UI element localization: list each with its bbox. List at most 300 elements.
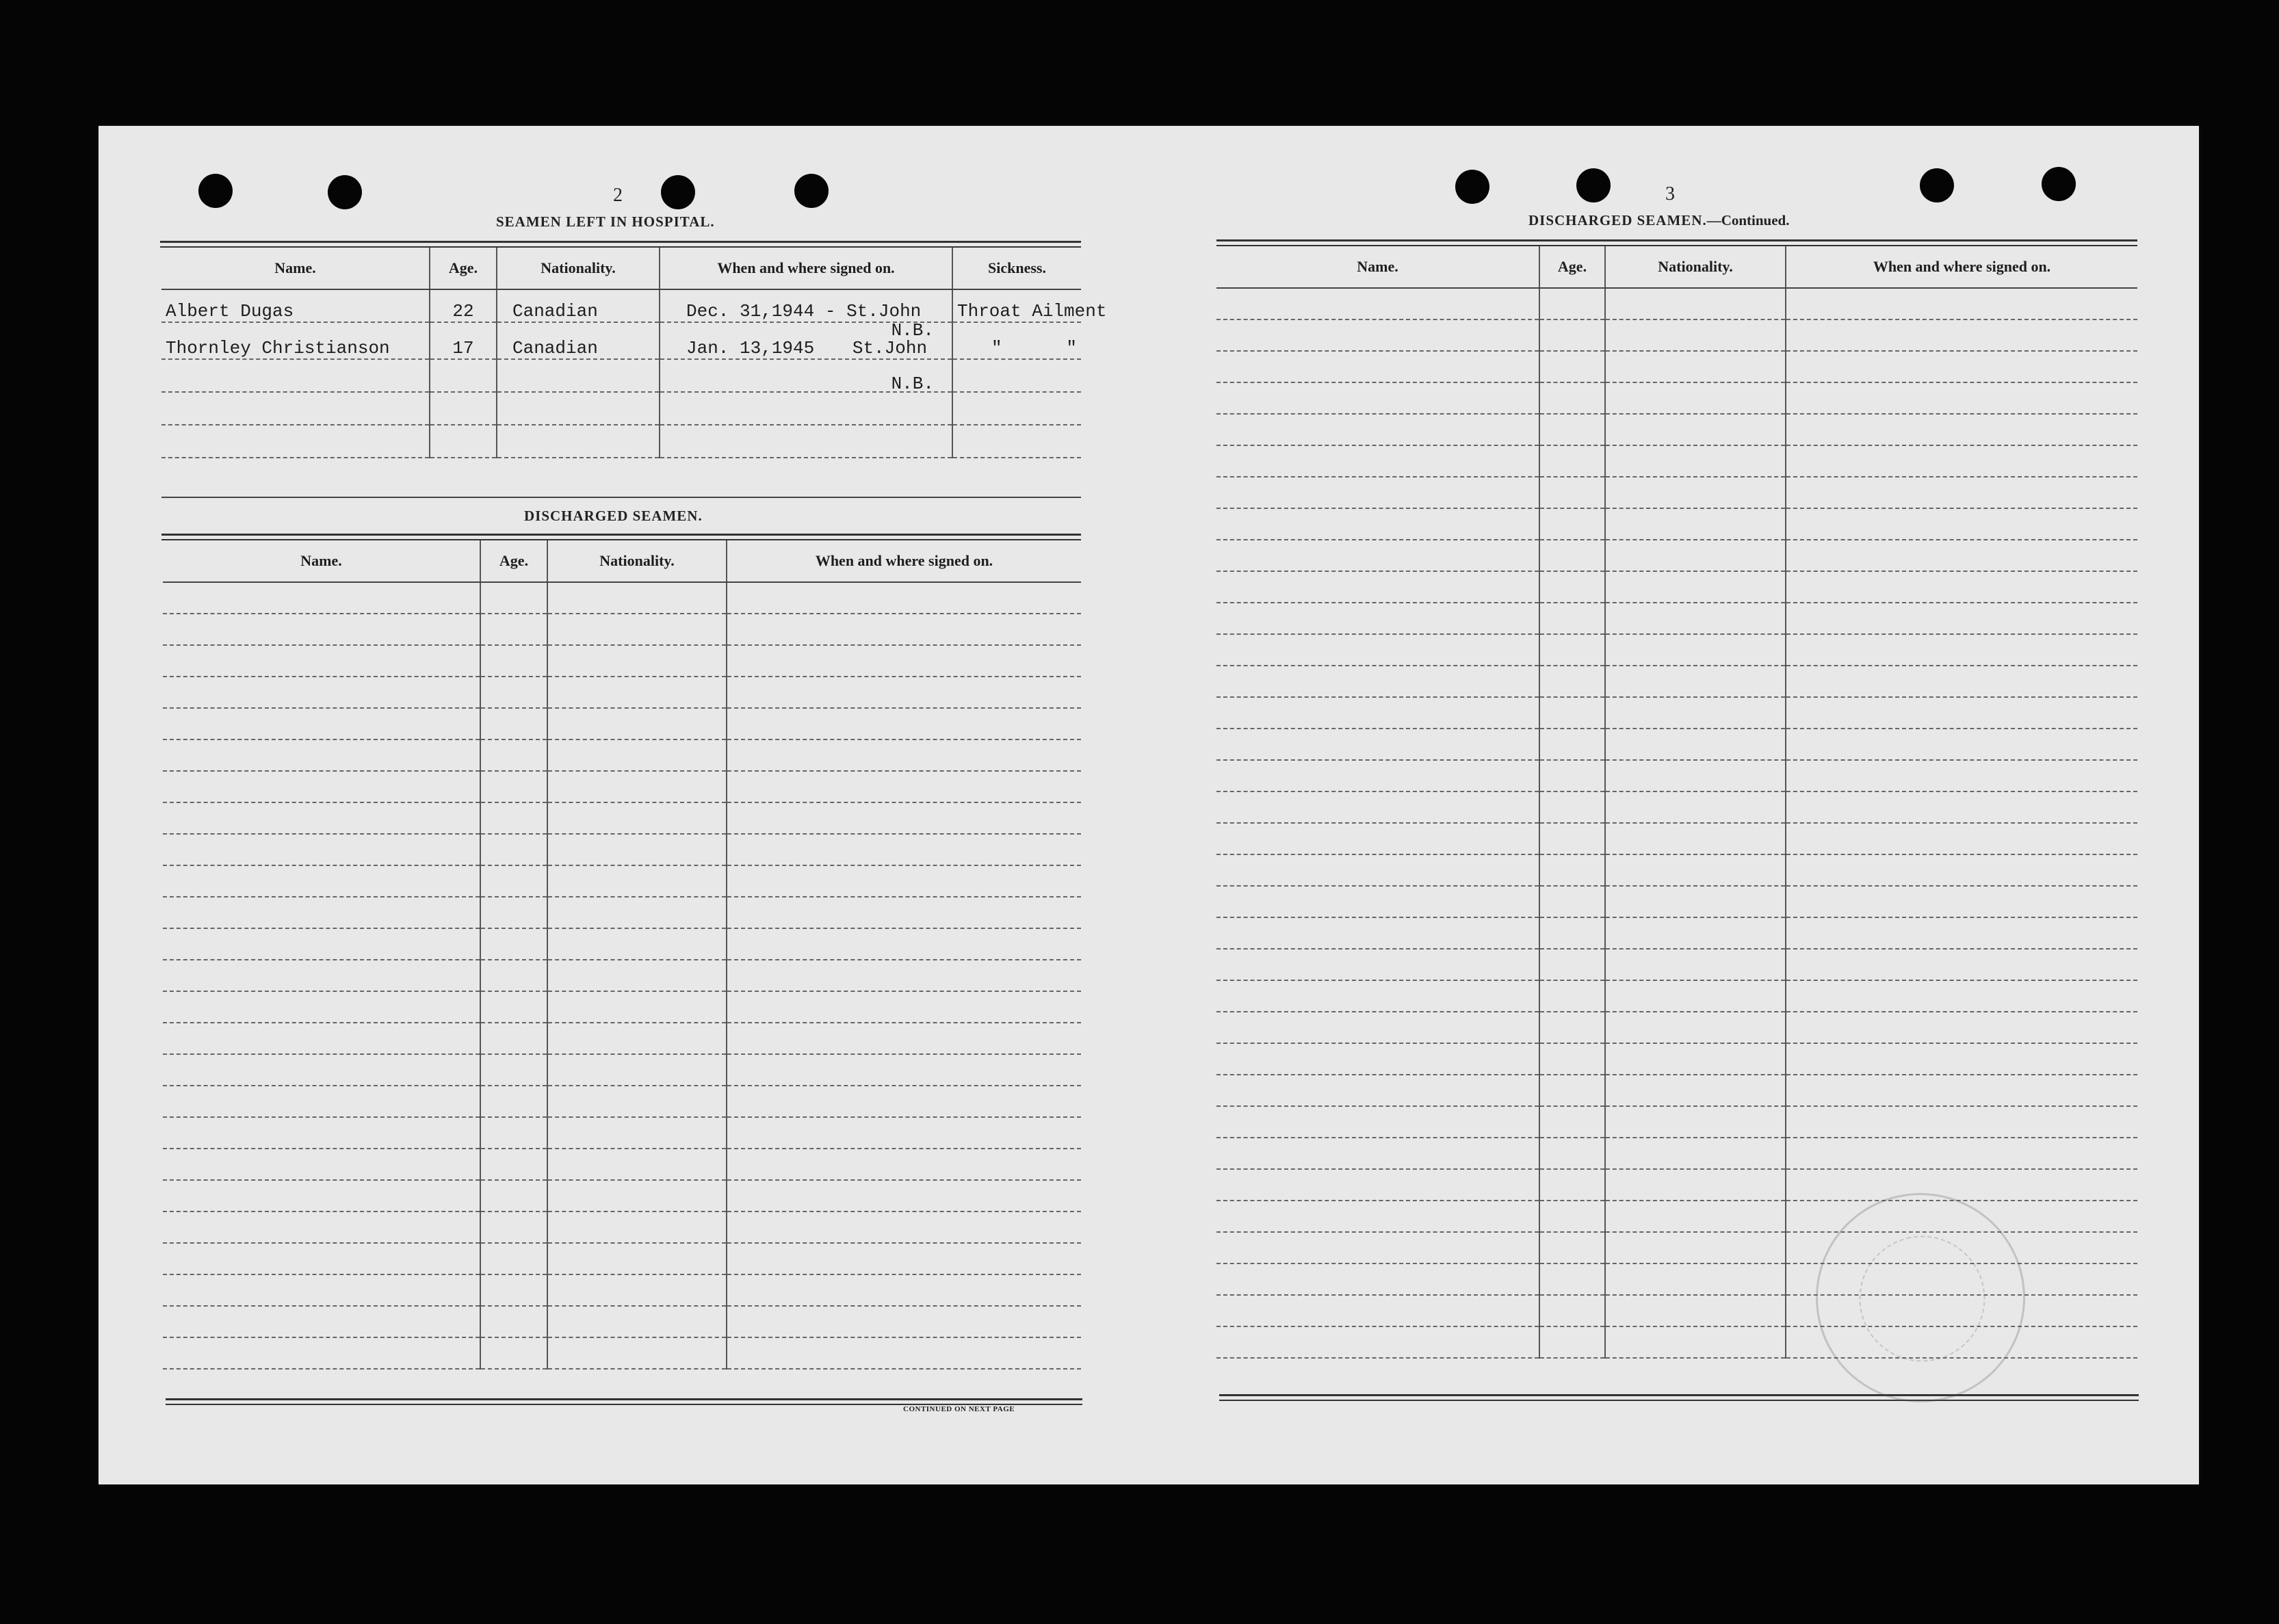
empty-cell (1539, 886, 1605, 917)
empty-cell (1216, 603, 1539, 634)
col-header-name: Name. (1216, 246, 1539, 288)
hospital-table (161, 248, 1107, 458)
ditto-mark: " (1066, 338, 1077, 358)
col-header-nationality: Nationality. (497, 248, 660, 289)
empty-cell (1539, 288, 1605, 319)
empty-cell (547, 897, 727, 928)
empty-cell (1539, 382, 1605, 414)
table-row (1216, 760, 2137, 791)
empty-cell (1605, 1106, 1786, 1138)
empty-cell (1216, 1169, 1539, 1201)
binder-hole (328, 175, 362, 209)
empty-cell (727, 1337, 1081, 1369)
table-row (163, 1212, 1081, 1243)
empty-cell (163, 834, 480, 865)
empty-cell (163, 1180, 480, 1212)
cell-name: Albert Dugas (161, 289, 430, 322)
empty-cell (547, 708, 727, 739)
empty-cell (1216, 1263, 1539, 1295)
empty-cell (1216, 288, 1539, 319)
empty-cell (547, 960, 727, 991)
empty-cell (1605, 1043, 1786, 1075)
table-row (163, 677, 1081, 708)
empty-cell (1539, 603, 1605, 634)
discharged-header-row (1216, 246, 2137, 288)
table-row (163, 1086, 1081, 1117)
discharged-table-right (1216, 246, 2137, 1359)
empty-cell (480, 802, 547, 834)
table-row (163, 614, 1081, 645)
empty-cell (480, 1306, 547, 1337)
empty-cell (547, 614, 727, 645)
empty-cell (1786, 760, 2137, 791)
empty-cell (1605, 1138, 1786, 1169)
signed-place-continuation: N.B. (891, 320, 934, 341)
empty-cell (1539, 1232, 1605, 1263)
empty-cell (1786, 1169, 2137, 1201)
discharged-bottom-rule-right (1219, 1394, 2139, 1396)
signed-date: Jan. 13,1945 (686, 338, 815, 358)
empty-cell (163, 1086, 480, 1117)
empty-cell (480, 1023, 547, 1054)
table-row (1216, 1201, 2137, 1232)
table-row (1216, 288, 2137, 319)
empty-cell (1216, 634, 1539, 666)
empty-cell (1605, 319, 1786, 351)
empty-cell (727, 802, 1081, 834)
empty-cell (1786, 666, 2137, 697)
empty-cell (1605, 886, 1786, 917)
empty-cell (1539, 729, 1605, 760)
empty-cell (727, 677, 1081, 708)
empty-cell (727, 739, 1081, 771)
empty-cell (727, 897, 1081, 928)
empty-cell (1539, 634, 1605, 666)
empty-cell (1786, 288, 2137, 319)
signed-place: St.John (852, 338, 928, 358)
empty-cell (1539, 1295, 1605, 1326)
empty-cell (1216, 414, 1539, 445)
empty-cell (480, 928, 547, 960)
empty-cell (480, 677, 547, 708)
empty-cell (547, 582, 727, 614)
empty-cell (1539, 445, 1605, 477)
binder-hole (198, 174, 233, 208)
empty-cell (1539, 917, 1605, 949)
empty-cell (727, 928, 1081, 960)
empty-cell (1605, 1075, 1786, 1106)
empty-cell (480, 708, 547, 739)
empty-cell (1539, 1012, 1605, 1043)
empty-cell (1786, 508, 2137, 540)
empty-cell (163, 991, 480, 1023)
table-row (1216, 351, 2137, 382)
empty-cell (1605, 1232, 1786, 1263)
empty-cell (480, 897, 547, 928)
hospital-header-row (161, 248, 1081, 289)
table-row (163, 1117, 1081, 1149)
empty-cell (1605, 634, 1786, 666)
empty-cell (480, 614, 547, 645)
empty-cell (163, 1274, 480, 1306)
table-row (1216, 1043, 2137, 1075)
col-header-nationality: Nationality. (547, 540, 727, 582)
discharged-title: DISCHARGED SEAMEN. (1528, 212, 1707, 228)
cell-sickness (952, 322, 1081, 359)
continued-suffix: —Continued. (1706, 212, 1790, 228)
table-row (161, 425, 1081, 458)
empty-cell (547, 1023, 727, 1054)
cell-signed-on (660, 322, 952, 359)
empty-cell (1605, 666, 1786, 697)
empty-cell (1539, 414, 1605, 445)
empty-cell (1605, 823, 1786, 854)
empty-cell (727, 991, 1081, 1023)
binder-hole (1455, 170, 1489, 204)
empty-cell (163, 645, 480, 677)
discharged-table-left (163, 540, 1081, 1370)
table-row (1216, 697, 2137, 729)
table-row (163, 991, 1081, 1023)
binder-hole (661, 175, 695, 209)
empty-cell (1216, 1075, 1539, 1106)
table-row (1216, 571, 2137, 603)
table-row (1216, 980, 2137, 1012)
empty-cell (1539, 1263, 1605, 1295)
empty-cell (1786, 1106, 2137, 1138)
table-row (1216, 1106, 2137, 1138)
empty-cell (547, 834, 727, 865)
table-row (163, 1180, 1081, 1212)
table-row (1216, 1075, 2137, 1106)
empty-cell (1786, 414, 2137, 445)
discharged-section-title-left: DISCHARGED SEAMEN. (524, 508, 703, 524)
empty-cell (1216, 1106, 1539, 1138)
signed-place-continuation: N.B. (891, 374, 934, 394)
empty-cell (1605, 571, 1786, 603)
empty-cell (727, 645, 1081, 677)
empty-cell (727, 1117, 1081, 1149)
empty-cell (547, 1212, 727, 1243)
table-row (1216, 319, 2137, 351)
empty-cell (547, 739, 727, 771)
empty-cell (480, 1243, 547, 1274)
empty-cell (1786, 791, 2137, 823)
cell-signed-on (660, 289, 952, 322)
empty-cell (1216, 980, 1539, 1012)
table-row (163, 739, 1081, 771)
empty-cell (1605, 445, 1786, 477)
empty-cell (1216, 571, 1539, 603)
empty-cell (1216, 508, 1539, 540)
empty-cell (1539, 697, 1605, 729)
table-row (163, 1337, 1081, 1369)
empty-cell (1539, 1138, 1605, 1169)
table-row (163, 1306, 1081, 1337)
empty-cell (547, 677, 727, 708)
empty-cell (1539, 1106, 1605, 1138)
hospital-section-title: SEAMEN LEFT IN HOSPITAL. (496, 213, 715, 230)
signed-date: Dec. 31,1944 (686, 301, 815, 322)
table-row (163, 771, 1081, 802)
empty-cell (1539, 666, 1605, 697)
table-row (163, 928, 1081, 960)
cell-nationality: Canadian (497, 289, 660, 322)
col-header-signed-on: When and where signed on. (660, 248, 952, 289)
empty-cell (1786, 1043, 2137, 1075)
empty-cell (1216, 949, 1539, 980)
empty-cell (1605, 791, 1786, 823)
empty-cell (1786, 571, 2137, 603)
empty-cell (1539, 791, 1605, 823)
empty-cell (163, 802, 480, 834)
empty-cell (547, 991, 727, 1023)
table-row (1216, 666, 2137, 697)
empty-cell (1539, 1043, 1605, 1075)
signed-place: St.John (846, 301, 922, 322)
table-row (163, 708, 1081, 739)
empty-cell (547, 1243, 727, 1274)
table-row (163, 645, 1081, 677)
col-header-sickness: Sickness. (952, 248, 1081, 289)
discharged-bottom-rule-left (166, 1398, 1082, 1400)
empty-cell (163, 614, 480, 645)
table-row (1216, 1169, 2137, 1201)
empty-cell (1605, 697, 1786, 729)
col-header-signed-on: When and where signed on. (727, 540, 1081, 582)
table-row (163, 1243, 1081, 1274)
table-row (1216, 886, 2137, 917)
empty-cell (727, 960, 1081, 991)
empty-cell (727, 1306, 1081, 1337)
empty-cell (1786, 1075, 2137, 1106)
empty-cell (547, 802, 727, 834)
empty-cell (1539, 351, 1605, 382)
empty-cell (727, 1086, 1081, 1117)
empty-cell (1216, 823, 1539, 854)
empty-cell (1786, 729, 2137, 760)
empty-cell (1605, 1326, 1786, 1358)
empty-cell (1216, 729, 1539, 760)
signed-separator: - (824, 301, 836, 322)
empty-cell (1216, 1295, 1539, 1326)
empty-cell (480, 960, 547, 991)
page-number-left: 2 (613, 185, 623, 206)
cell-signed-on (660, 359, 952, 392)
table-row (163, 802, 1081, 834)
empty-cell (1539, 760, 1605, 791)
empty-cell (1786, 634, 2137, 666)
empty-cell (480, 834, 547, 865)
empty-cell (1605, 603, 1786, 634)
empty-cell (1539, 508, 1605, 540)
discharged-header-row (163, 540, 1081, 582)
ditto-mark: " (991, 338, 1002, 358)
table-row (163, 834, 1081, 865)
table-row (1216, 949, 2137, 980)
empty-cell (163, 960, 480, 991)
empty-cell (1786, 1012, 2137, 1043)
empty-cell (1539, 540, 1605, 571)
empty-cell (1539, 949, 1605, 980)
empty-cell (727, 1243, 1081, 1274)
empty-cell (1786, 1138, 2137, 1169)
empty-cell (1605, 1295, 1786, 1326)
empty-cell (480, 1212, 547, 1243)
empty-cell (1786, 382, 2137, 414)
empty-cell (163, 708, 480, 739)
empty-cell (1605, 351, 1786, 382)
empty-cell (1605, 508, 1786, 540)
table-row (1216, 508, 2137, 540)
discharged-top-rule-right (1216, 239, 2137, 241)
empty-cell (1216, 477, 1539, 508)
table-row (163, 1149, 1081, 1180)
table-row (1216, 917, 2137, 949)
empty-cell (547, 1180, 727, 1212)
empty-cell (163, 1023, 480, 1054)
empty-cell (480, 739, 547, 771)
empty-cell (727, 834, 1081, 865)
empty-cell (480, 1180, 547, 1212)
empty-cell (1605, 1201, 1786, 1232)
empty-cell (1539, 1169, 1605, 1201)
cell-age: 22 (430, 289, 497, 322)
empty-cell (1605, 1169, 1786, 1201)
empty-cell (163, 677, 480, 708)
empty-cell (1786, 823, 2137, 854)
empty-cell (1216, 886, 1539, 917)
empty-cell (1216, 382, 1539, 414)
empty-cell (1216, 1326, 1539, 1358)
empty-cell (1605, 980, 1786, 1012)
empty-cell (1539, 319, 1605, 351)
empty-cell (547, 645, 727, 677)
empty-cell (547, 1149, 727, 1180)
empty-cell (1216, 1043, 1539, 1075)
empty-cell (1539, 477, 1605, 508)
empty-cell (547, 1337, 727, 1369)
empty-cell (727, 582, 1081, 614)
col-header-name: Name. (163, 540, 480, 582)
empty-cell (547, 1086, 727, 1117)
empty-cell (163, 1117, 480, 1149)
page-number-right: 3 (1665, 183, 1675, 205)
empty-cell (547, 928, 727, 960)
empty-cell (1216, 917, 1539, 949)
empty-cell (547, 771, 727, 802)
binder-hole (794, 174, 829, 208)
empty-cell (163, 1243, 480, 1274)
empty-cell (1605, 540, 1786, 571)
col-header-nationality: Nationality. (1605, 246, 1786, 288)
table-row (1216, 382, 2137, 414)
empty-cell (727, 1180, 1081, 1212)
empty-cell (1786, 319, 2137, 351)
table-row (1216, 634, 2137, 666)
empty-cell (163, 1054, 480, 1086)
empty-cell (1539, 823, 1605, 854)
empty-cell (1786, 540, 2137, 571)
empty-cell (1216, 760, 1539, 791)
empty-cell (1605, 477, 1786, 508)
table-row (163, 582, 1081, 614)
empty-cell (1216, 1012, 1539, 1043)
empty-cell (547, 1054, 727, 1086)
table-row (161, 359, 1081, 392)
empty-cell (1605, 414, 1786, 445)
col-header-age: Age. (1539, 246, 1605, 288)
empty-cell (1216, 854, 1539, 886)
empty-cell (163, 771, 480, 802)
empty-cell (480, 1086, 547, 1117)
empty-cell (547, 1306, 727, 1337)
empty-cell (1786, 854, 2137, 886)
empty-cell (1216, 351, 1539, 382)
table-row (1216, 823, 2137, 854)
empty-cell (1216, 319, 1539, 351)
empty-cell (1216, 1201, 1539, 1232)
table-row (161, 392, 1081, 425)
table-row (1216, 603, 2137, 634)
empty-cell (1539, 1201, 1605, 1232)
empty-cell (1786, 980, 2137, 1012)
empty-cell (163, 1149, 480, 1180)
stamp-inner-ring (1846, 1222, 1998, 1375)
empty-cell (480, 645, 547, 677)
empty-cell (1605, 1263, 1786, 1295)
empty-cell (1605, 760, 1786, 791)
empty-cell (1605, 288, 1786, 319)
empty-cell (163, 1337, 480, 1369)
col-header-signed-on: When and where signed on. (1786, 246, 2137, 288)
empty-cell (1216, 1138, 1539, 1169)
empty-cell (163, 1306, 480, 1337)
empty-cell (1216, 540, 1539, 571)
empty-cell (163, 897, 480, 928)
empty-cell (1539, 854, 1605, 886)
empty-cell (1605, 382, 1786, 414)
table-row (1216, 791, 2137, 823)
col-header-age: Age. (430, 248, 497, 289)
table-row (161, 322, 1081, 359)
empty-cell (1605, 949, 1786, 980)
empty-cell (727, 1149, 1081, 1180)
empty-cell (1216, 445, 1539, 477)
empty-cell (480, 865, 547, 897)
table-row (1216, 540, 2137, 571)
table-row (1216, 445, 2137, 477)
cell-nationality: Canadian (497, 322, 660, 359)
table-row (163, 1054, 1081, 1086)
table-row (1216, 477, 2137, 508)
hospital-top-rule (160, 241, 1081, 243)
empty-cell (480, 582, 547, 614)
empty-cell (1539, 1075, 1605, 1106)
empty-cell (1605, 854, 1786, 886)
empty-cell (480, 1337, 547, 1369)
empty-cell (480, 1274, 547, 1306)
empty-cell (727, 771, 1081, 802)
empty-cell (727, 1054, 1081, 1086)
empty-cell (727, 614, 1081, 645)
cell-age: 17 (430, 322, 497, 359)
table-row (1216, 1012, 2137, 1043)
empty-cell (163, 1212, 480, 1243)
ledger-scan-page (99, 126, 2199, 1484)
empty-cell (727, 1274, 1081, 1306)
table-row (1216, 1138, 2137, 1169)
